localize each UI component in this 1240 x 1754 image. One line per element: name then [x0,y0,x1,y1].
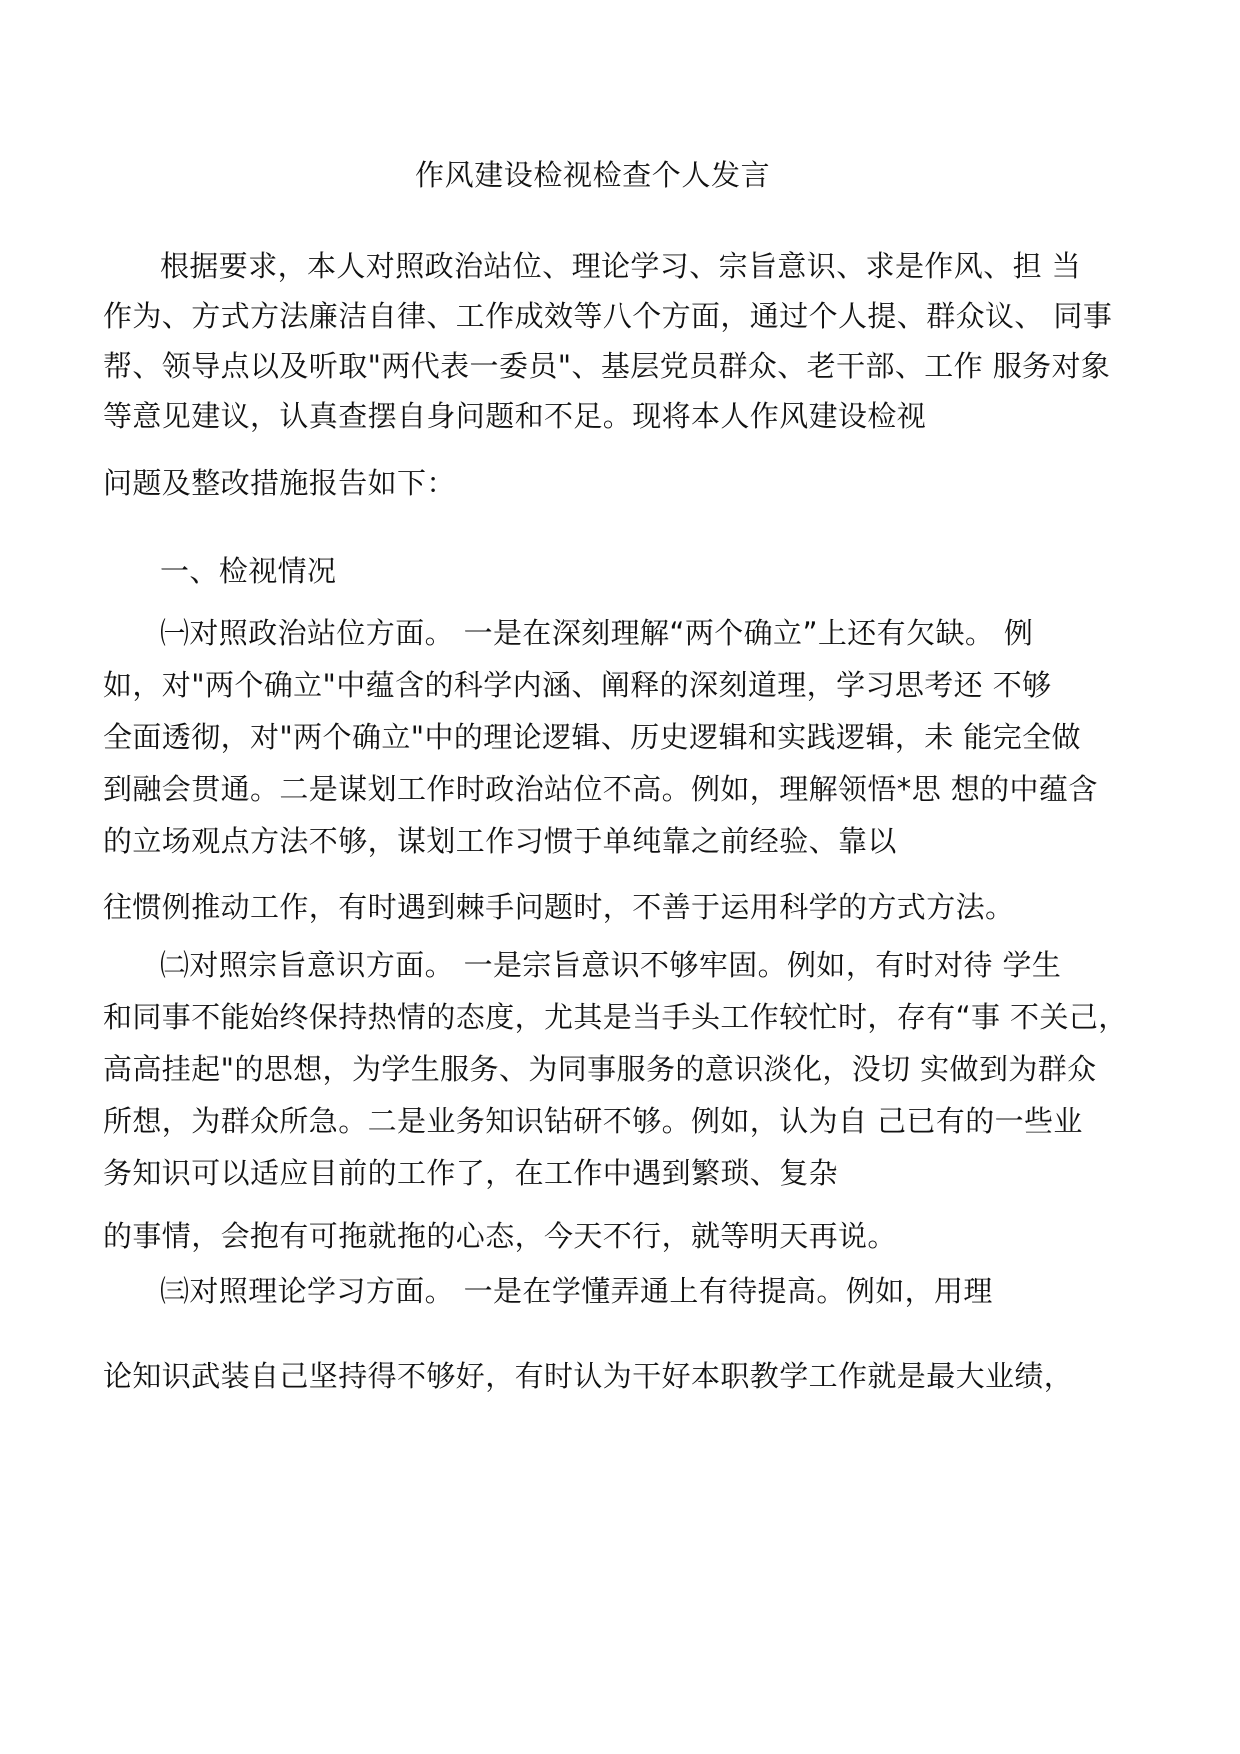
item1-line-6: 往惯例推动工作，有时遇到棘手问题时，不善于运用科学的方式方法。 [103,890,1015,924]
intro-line-3: 帮、领导点以及听取"两代表一委员"、基层党员群众、老干部、工作 服务对象 [103,349,1111,383]
item1-line-4: 到融会贯通。二是谋划工作时政治站位不高。例如，理解领悟*思 想的中蕴含 [103,772,1098,806]
item1-line-1: ㈠对照政治站位方面。 一是在深刻理解“两个确立”上还有欠缺。 例 [160,616,1034,650]
item3-line-1: ㈢对照理论学习方面。 一是在学懂弄通上有待提高。例如，用理 [160,1274,993,1308]
item3-line-2: 论知识武装自己坚持得不够好，有时认为干好本职教学工作就是最大业绩， [103,1359,1074,1393]
section-heading-1: 一、检视情况 [160,554,337,588]
item2-line-2: 和同事不能始终保持热情的态度，尤其是当手头工作较忙时，存有“事 不关己， [103,1000,1128,1034]
item2-line-3: 高高挂起"的思想，为学生服务、为同事服务的意识淡化，没切 实做到为群众 [103,1052,1097,1086]
item1-line-3: 全面透彻，对"两个确立"中的理论逻辑、历史逻辑和实践逻辑，未 能完全做 [103,720,1081,754]
item2-line-1: ㈡对照宗旨意识方面。 一是宗旨意识不够牢固。例如，有时对待 学生 [160,948,1062,982]
item2-line-6: 的事情，会抱有可拖就拖的心态，今天不行，就等明天再说。 [103,1219,897,1253]
item1-line-2: 如，对"两个确立"中蕴含的科学内涵、阐释的深刻道理，学习思考还 不够 [103,668,1052,702]
item1-line-5: 的立场观点方法不够，谋划工作习惯于单纯靠之前经验、靠以 [103,824,897,858]
document-title: 作风建设检视检查个人发言 [415,158,771,192]
intro-line-4: 等意见建议，认真查摆自身问题和不足。现将本人作风建设检视 [103,399,927,433]
intro-line-5: 问题及整改措施报告如下： [103,466,456,500]
item2-line-4: 所想，为群众所急。二是业务知识钻研不够。例如，认为自 己已有的一些业 [103,1104,1083,1138]
intro-line-2: 作为、方式方法廉洁自律、工作成效等八个方面，通过个人提、群众议、 同事 [103,299,1113,333]
item2-line-5: 务知识可以适应目前的工作了，在工作中遇到繁琐、复杂 [103,1156,839,1190]
intro-line-1: 根据要求，本人对照政治站位、理论学习、宗旨意识、求是作风、担 当 [160,249,1082,283]
